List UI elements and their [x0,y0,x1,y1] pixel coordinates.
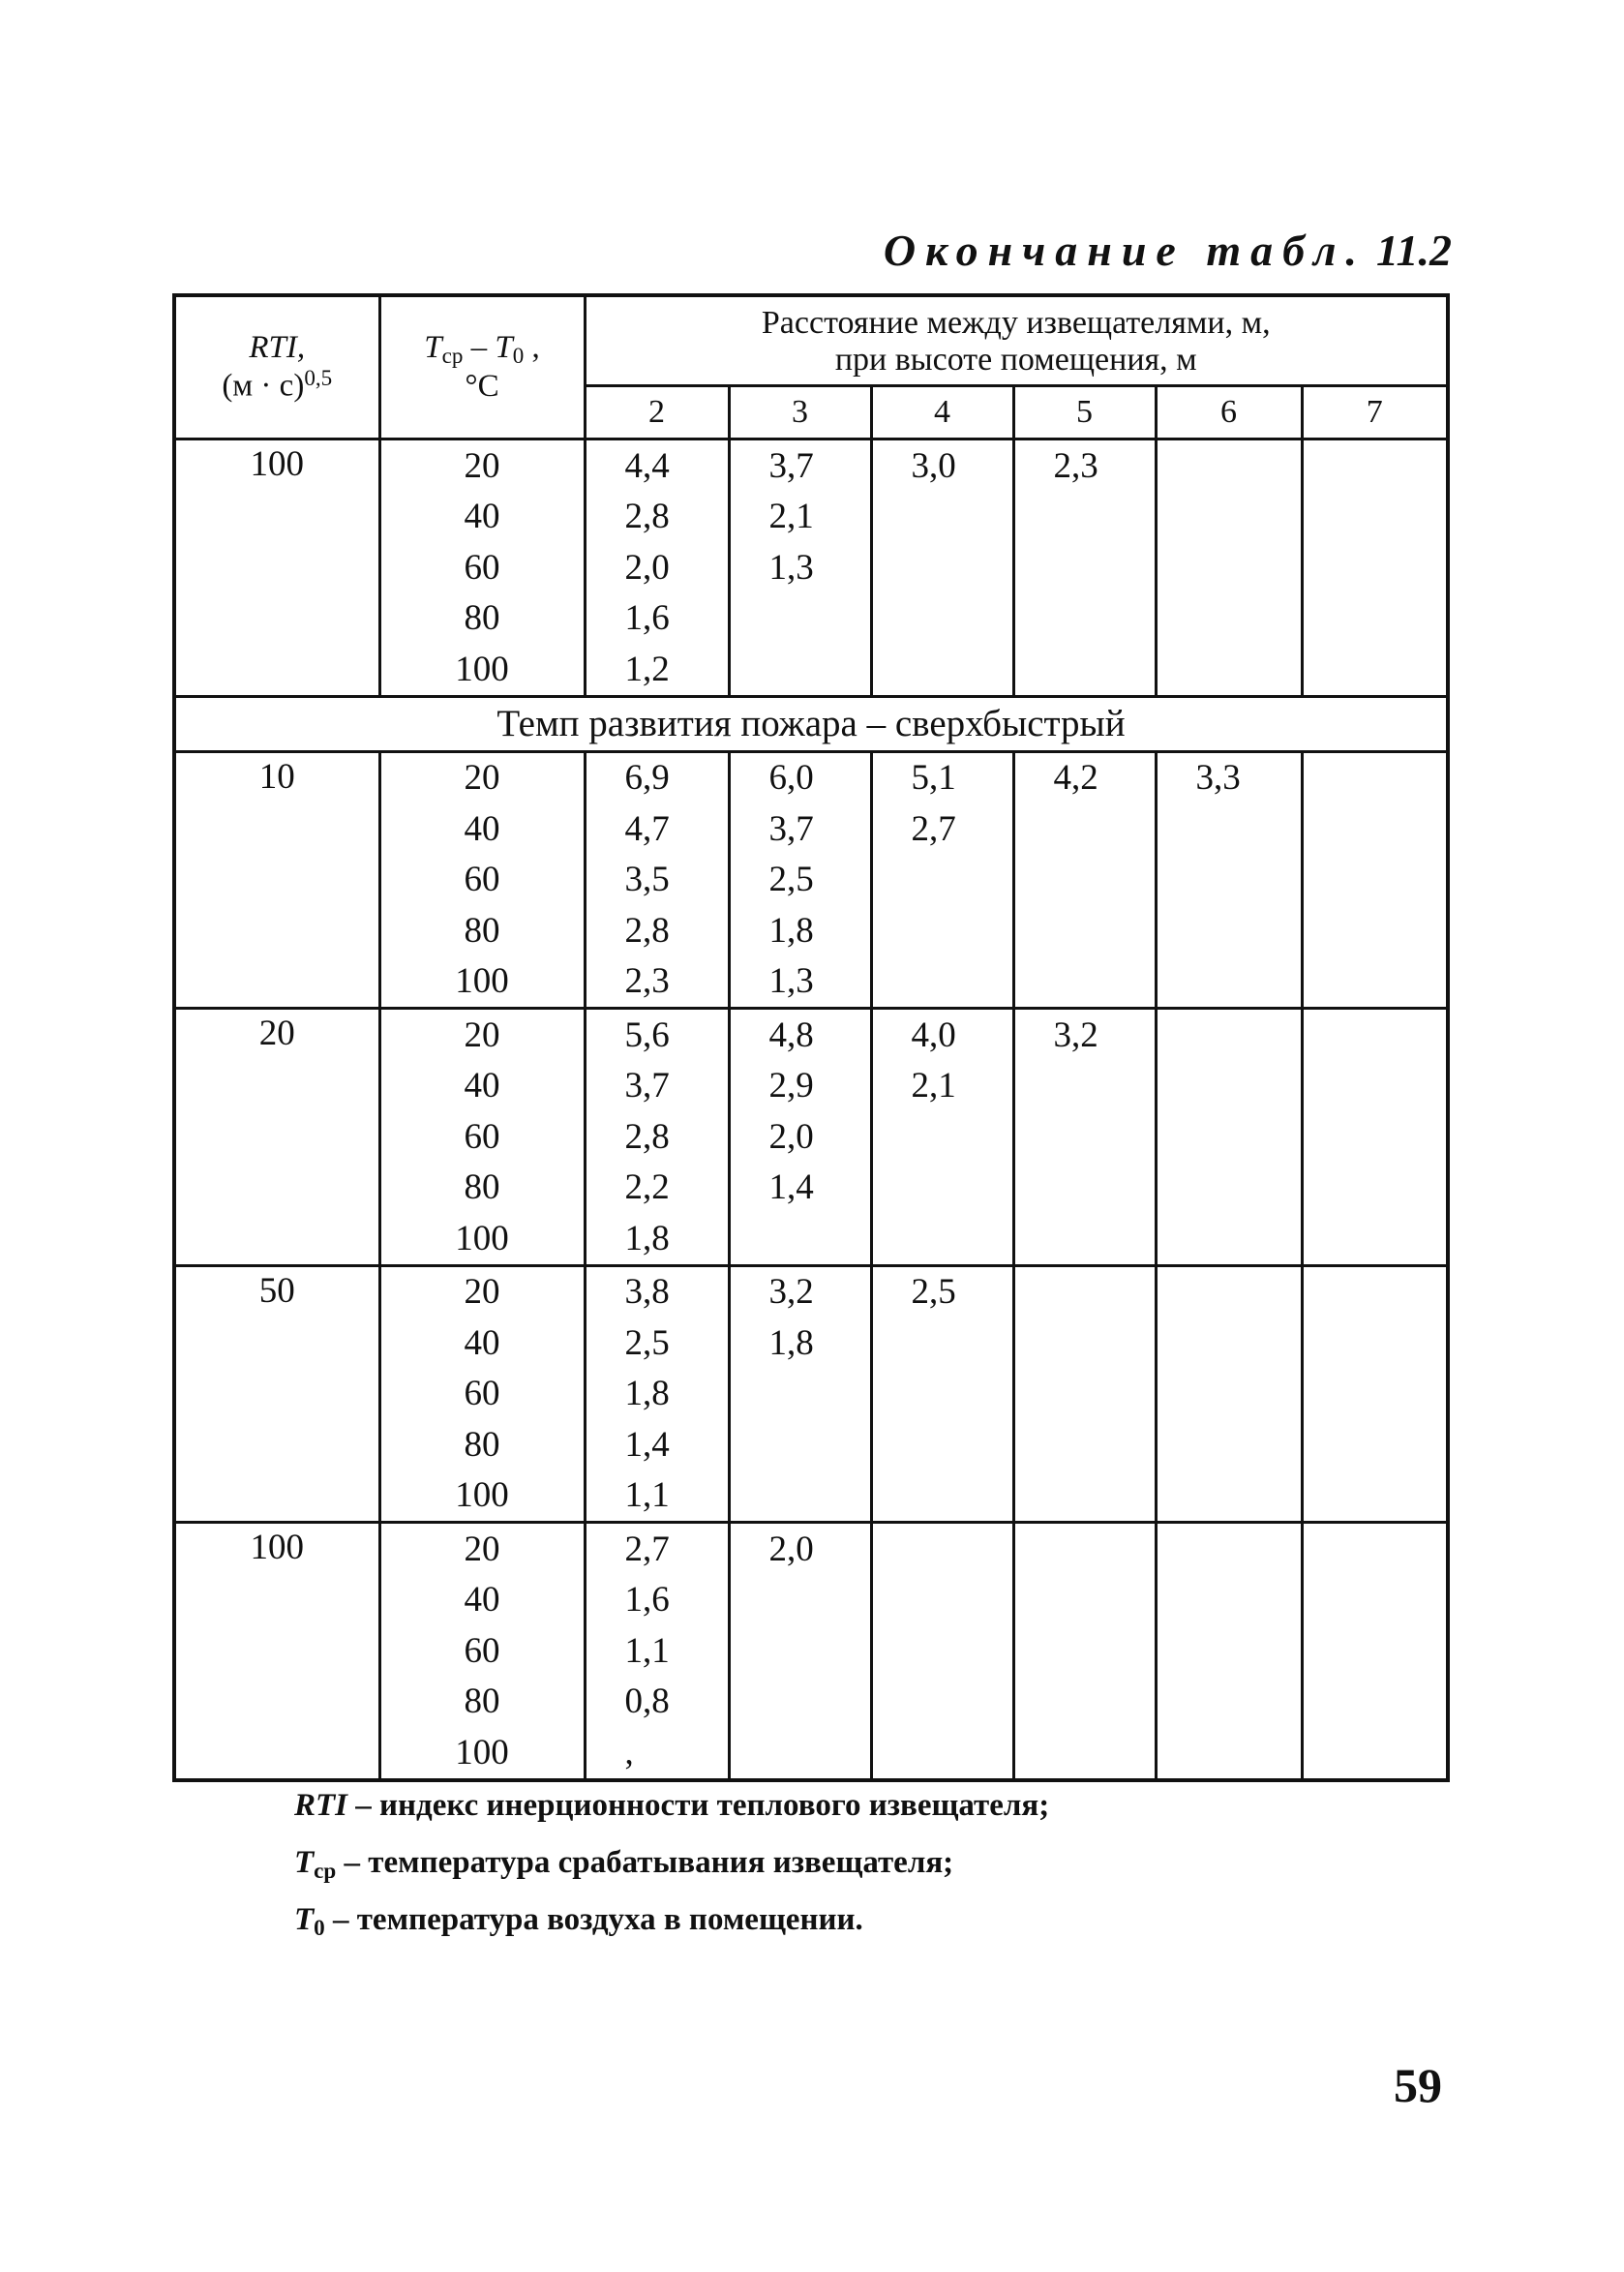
distance-cell [1156,1265,1302,1318]
table-separator [174,696,1448,751]
distance-cell: 1,3 [729,956,871,1009]
temp-symbol-b: – T [463,330,513,366]
distance-cell [1302,1575,1448,1626]
distance-cell [729,1625,871,1677]
distance-cell: 1,1 [585,1625,729,1677]
distance-cell: 1,8 [585,1369,729,1420]
distance-cell [871,1575,1013,1626]
table-row [174,1265,1448,1318]
distance-cell [1302,1523,1448,1575]
distance-cell [729,1470,871,1523]
distance-cell [1013,1625,1156,1677]
distance-header-line1: Расстояние между извещателями, м, [761,305,1271,341]
distance-cell [871,1318,1013,1369]
table-row [174,1523,1448,1575]
table-body-top [174,439,1448,697]
rti-cell: 100 [174,1523,379,1780]
distance-cell [1013,1727,1156,1780]
height-col-7: 7 [1302,386,1448,439]
distance-header [585,295,1448,386]
distance-cell: 1,8 [729,905,871,956]
legend-text: – температура воздуха в помещении. [324,1901,863,1937]
distance-cell [1156,1111,1302,1163]
legend-text: – индекс инерционности теплового извещателя; [347,1788,1050,1823]
distance-cell [1013,1523,1156,1575]
distance-cell [1013,1677,1156,1728]
distance-cell [1302,803,1448,855]
temp-diff-cell: 100 [379,1470,585,1523]
distance-cell [1302,644,1448,696]
temp-comma: , [524,330,540,366]
temp-diff-header [379,295,585,439]
distance-cell: 1,2 [585,644,729,696]
height-col-2: 2 [585,386,729,439]
distance-cell [1302,751,1448,803]
distance-cell [1013,1318,1156,1369]
distance-cell [1302,1677,1448,1728]
distance-cell: 1,6 [585,1575,729,1626]
temp-diff-cell: 60 [379,1111,585,1163]
distance-cell [1156,1419,1302,1470]
distance-cell: 2,0 [585,542,729,593]
distance-cell [729,1727,871,1780]
distance-cell [1013,1163,1156,1214]
distance-cell [1302,492,1448,543]
rti-header [174,295,379,439]
distance-cell: 1,4 [585,1419,729,1470]
distance-cell [1302,1061,1448,1112]
distance-cell: 3,7 [585,1061,729,1112]
distance-cell [1156,905,1302,956]
distance-cell [729,1575,871,1626]
distance-cell [1302,1419,1448,1470]
distance-cell [1156,1163,1302,1214]
distance-cell: 2,8 [585,905,729,956]
distance-cell [1302,593,1448,645]
legend-symbol: T [294,1901,315,1937]
distance-cell: 2,9 [729,1061,871,1112]
distance-cell [1302,956,1448,1009]
distance-cell [1156,1625,1302,1677]
distance-cell [1013,593,1156,645]
distance-cell: , [585,1727,729,1780]
distance-cell: 3,2 [1013,1009,1156,1061]
distance-cell: 2,5 [729,855,871,906]
distance-cell [1013,1265,1156,1318]
distance-cell [871,1419,1013,1470]
distance-cell [729,644,871,696]
caption-number: 11.2 [1376,226,1452,275]
distance-cell: 1,3 [729,542,871,593]
distance-cell: 2,5 [871,1265,1013,1318]
rti-cell: 20 [174,1009,379,1266]
height-col-5: 5 [1013,386,1156,439]
distance-cell: 3,8 [585,1265,729,1318]
distance-cell [1302,1318,1448,1369]
temp-sub-b: 0 [512,343,525,369]
temp-diff-cell: 100 [379,1213,585,1265]
legend-text: – температура срабатывания извещателя; [336,1844,954,1880]
distance-cell [871,1677,1013,1728]
table-body-bottom [174,751,1448,1780]
distance-cell: 2,0 [729,1523,871,1575]
distance-cell [1156,1677,1302,1728]
distance-cell: 1,4 [729,1163,871,1214]
distance-cell: 2,8 [585,492,729,543]
caption-text: Окончание табл. [883,226,1368,275]
distance-cell: 3,3 [1156,751,1302,803]
legend-sub: ср [314,1857,337,1883]
distance-header-line2: при высоте помещения, м [834,342,1197,379]
distance-cell [1156,542,1302,593]
distance-cell [871,1369,1013,1420]
distance-cell [1302,1213,1448,1265]
distance-cell: 4,2 [1013,751,1156,803]
page-number: 59 [1394,2058,1442,2112]
distance-cell [1302,1009,1448,1061]
distance-cell [1013,855,1156,906]
distance-cell [1013,1369,1156,1420]
temp-diff-cell: 60 [379,542,585,593]
legend-sub: 0 [314,1914,325,1940]
legend [294,1781,1049,1952]
temp-diff-cell: 20 [379,1523,585,1575]
distance-cell [1013,905,1156,956]
temp-diff-cell: 20 [379,1265,585,1318]
distance-cell [1013,1213,1156,1265]
distance-cell [729,593,871,645]
distance-cell [871,542,1013,593]
rti-header-line1: RTI, [249,330,306,366]
distance-cell: 4,0 [871,1009,1013,1061]
distance-cell: 2,7 [585,1523,729,1575]
temp-diff-cell: 80 [379,905,585,956]
distance-cell [729,1419,871,1470]
detector-spacing-table [172,293,1450,1782]
distance-cell: 3,0 [871,439,1013,492]
distance-cell [1302,1727,1448,1780]
temp-diff-cell: 20 [379,439,585,492]
rti-cell: 100 [174,439,379,697]
distance-cell [1013,1061,1156,1112]
distance-cell [1156,1575,1302,1626]
temp-diff-cell: 40 [379,803,585,855]
distance-cell [1302,1111,1448,1163]
distance-cell: 2,2 [585,1163,729,1214]
temp-diff-cell: 60 [379,855,585,906]
height-col-4: 4 [871,386,1013,439]
distance-cell [1156,1061,1302,1112]
table-row [174,1009,1448,1061]
distance-cell [1156,1523,1302,1575]
distance-cell [871,956,1013,1009]
distance-cell [871,644,1013,696]
distance-cell [1302,1625,1448,1677]
distance-cell: 2,0 [729,1111,871,1163]
distance-cell: 1,8 [585,1213,729,1265]
distance-cell: 4,4 [585,439,729,492]
temp-diff-cell: 20 [379,751,585,803]
temp-diff-cell: 80 [379,1163,585,1214]
separator-label: Темп развития пожара – сверхбыстрый [174,696,1448,751]
legend-item [294,1838,1049,1895]
distance-cell [1156,1470,1302,1523]
distance-cell [871,1163,1013,1214]
distance-cell: 2,8 [585,1111,729,1163]
distance-cell [1013,1575,1156,1626]
distance-cell: 6,9 [585,751,729,803]
temp-diff-cell: 80 [379,593,585,645]
distance-cell: 0,8 [585,1677,729,1728]
distance-cell [1302,542,1448,593]
distance-cell: 4,7 [585,803,729,855]
rti-exponent: 0,5 [304,365,333,391]
table-row [174,439,1448,492]
distance-cell [1156,1213,1302,1265]
distance-cell [871,492,1013,543]
legend-item [294,1895,1049,1953]
distance-cell [1302,855,1448,906]
temp-diff-cell: 100 [379,1727,585,1780]
distance-cell: 5,1 [871,751,1013,803]
distance-cell [871,1470,1013,1523]
temp-diff-cell: 100 [379,956,585,1009]
distance-cell [1156,593,1302,645]
rti-header-line2 [176,366,378,404]
distance-cell: 2,1 [871,1061,1013,1112]
temp-diff-cell: 60 [379,1369,585,1420]
distance-cell [1302,1265,1448,1318]
temp-diff-cell: 80 [379,1677,585,1728]
distance-cell: 5,6 [585,1009,729,1061]
distance-cell [1013,1111,1156,1163]
distance-cell: 1,8 [729,1318,871,1369]
temp-diff-cell: 100 [379,644,585,696]
legend-symbol: T [294,1844,315,1880]
temp-header-line2: °C [465,368,499,404]
distance-cell [871,905,1013,956]
distance-cell: 3,7 [729,803,871,855]
distance-cell: 1,6 [585,593,729,645]
distance-cell [1156,956,1302,1009]
temp-symbol-a: T [424,330,442,366]
height-col-3: 3 [729,386,871,439]
distance-cell [1302,1369,1448,1420]
distance-cell: 3,5 [585,855,729,906]
distance-cell: 1,1 [585,1470,729,1523]
table-caption [871,225,1452,276]
distance-cell [871,1727,1013,1780]
distance-cell [1156,1727,1302,1780]
distance-cell [1156,492,1302,543]
legend-symbol: RTI [294,1788,348,1823]
distance-cell: 2,1 [729,492,871,543]
distance-cell [1013,956,1156,1009]
legend-item [294,1781,1049,1838]
distance-cell [1156,855,1302,906]
distance-cell [1013,1419,1156,1470]
distance-cell [1156,1369,1302,1420]
distance-cell [729,1369,871,1420]
distance-cell [1156,439,1302,492]
distance-cell: 2,3 [1013,439,1156,492]
distance-cell: 6,0 [729,751,871,803]
distance-cell [1302,905,1448,956]
separator-row [174,696,1448,751]
distance-cell [729,1677,871,1728]
temp-diff-cell: 80 [379,1419,585,1470]
distance-cell [1013,644,1156,696]
distance-cell [1156,1318,1302,1369]
header-row-1 [174,295,1448,386]
distance-cell: 4,8 [729,1009,871,1061]
distance-cell [1302,1470,1448,1523]
distance-cell [1156,803,1302,855]
temp-diff-cell: 40 [379,1061,585,1112]
distance-cell [1013,492,1156,543]
temp-diff-cell: 40 [379,1575,585,1626]
rti-cell: 10 [174,751,379,1009]
distance-cell [1013,542,1156,593]
distance-cell [1156,644,1302,696]
distance-cell: 2,5 [585,1318,729,1369]
distance-cell [1013,803,1156,855]
distance-cell [1013,1470,1156,1523]
temp-diff-cell: 40 [379,492,585,543]
height-col-6: 6 [1156,386,1302,439]
distance-cell: 3,7 [729,439,871,492]
distance-cell: 2,7 [871,803,1013,855]
distance-cell [871,1625,1013,1677]
temp-sub-a: ср [441,343,464,369]
distance-cell [871,855,1013,906]
distance-cell [871,593,1013,645]
temp-diff-cell: 20 [379,1009,585,1061]
distance-cell: 2,3 [585,956,729,1009]
distance-cell [871,1213,1013,1265]
distance-cell [871,1523,1013,1575]
distance-cell [1156,1009,1302,1061]
distance-cell [729,1213,871,1265]
temp-diff-cell: 40 [379,1318,585,1369]
distance-cell [1302,439,1448,492]
rti-cell: 50 [174,1265,379,1523]
temp-diff-cell: 60 [379,1625,585,1677]
distance-cell [871,1111,1013,1163]
table-row [174,751,1448,803]
distance-cell [1302,1163,1448,1214]
rti-unit: (м · с) [222,368,305,404]
temp-header-line1 [381,330,584,369]
distance-cell: 3,2 [729,1265,871,1318]
